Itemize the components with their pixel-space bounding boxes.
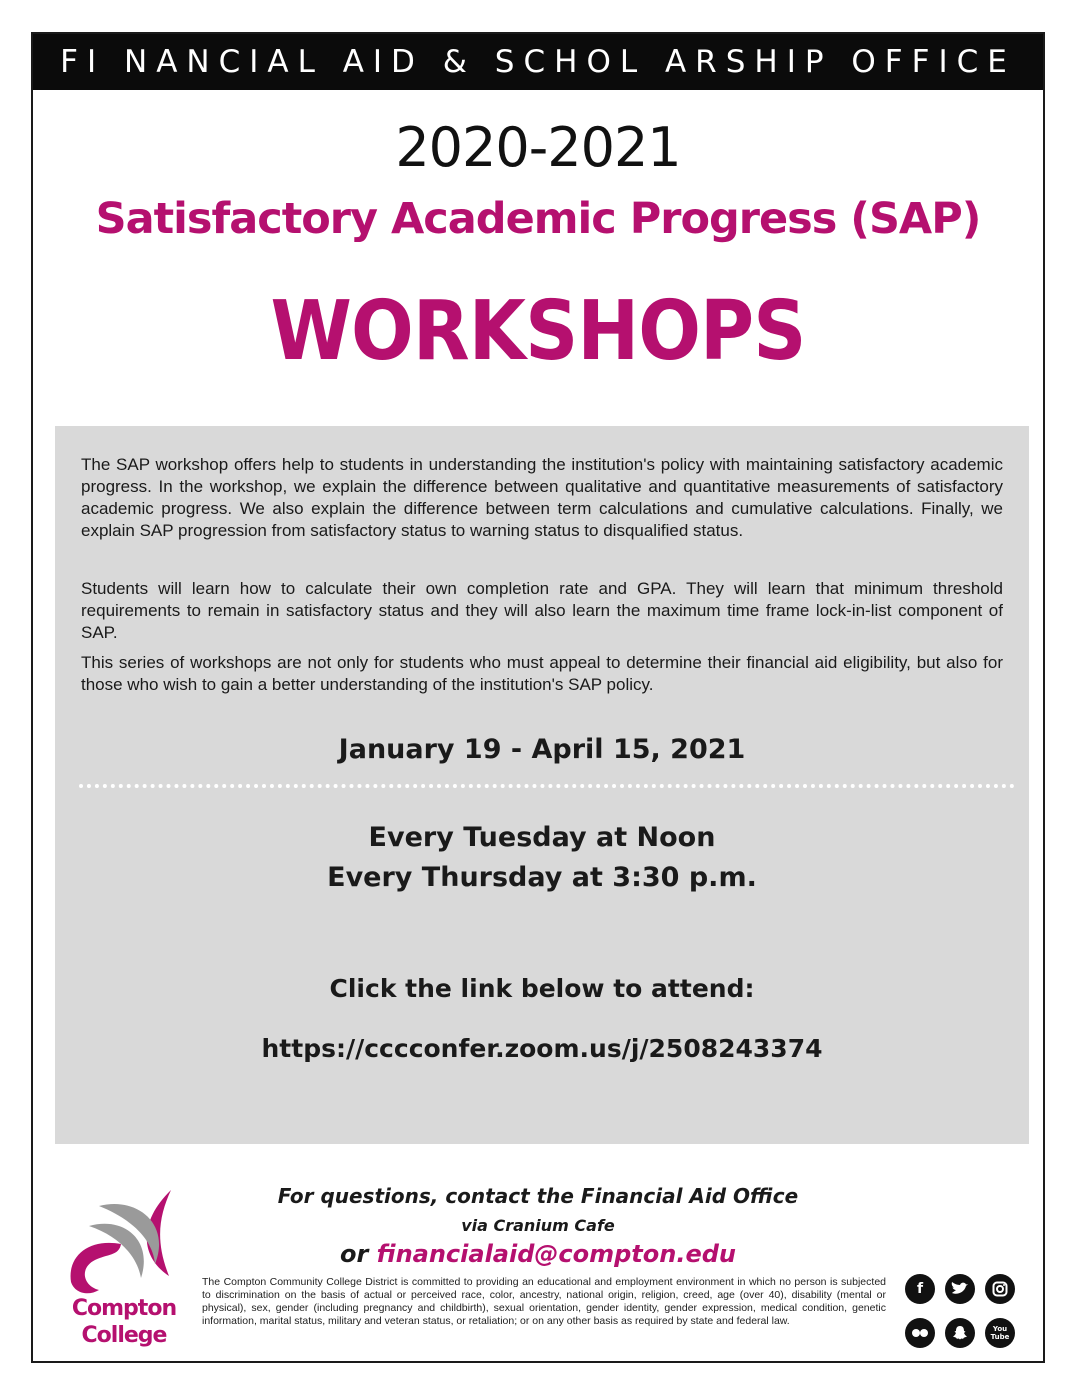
twitter-icon[interactable] [945, 1274, 975, 1304]
snapchat-icon[interactable] [945, 1318, 975, 1348]
info-panel [55, 426, 1029, 1144]
description-paragraph: Students will learn how to calculate their own completion rate and GPA. They will learn that minimum threshold requirements to remain in satisfactory status and they will also learn the maximum time frame lock-in-list component of SAP. [81, 579, 1003, 642]
contact-prompt: For questions, contact the Financial Aid Office [277, 1184, 799, 1208]
contact-channel: via Cranium Cafe [461, 1216, 615, 1235]
description-paragraph: The SAP workshop offers help to students in understanding the institution's policy with maintaining satisfactory academic progress. In the workshop, we explain the difference between qualitative and quantitative measurements of satisfactory academic progress. We also explain the difference between term calculations and cumulative calculations. Finally, we explain SAP progression from satisfactory status to warning status to disqualified status. [81, 455, 1003, 540]
email-line [33, 1240, 1043, 1268]
description-paragraph: This series of workshops are not only for students who must appeal to determine their financial aid eligibility, but also for those who wish to gain a better understanding of the institution's SAP policy. [81, 653, 1003, 694]
logo-line-college: College [81, 1323, 167, 1348]
zoom-link[interactable]: https://cccconfer.zoom.us/j/2508243374 [261, 1034, 823, 1063]
flyer [31, 32, 1045, 1363]
thursday-schedule: Every Thursday at 3:30 p.m. [327, 862, 757, 893]
flickr-icon[interactable] [905, 1318, 935, 1348]
academic-year: 2020-2021 [395, 116, 681, 179]
logo-line-compton: Compton [71, 1296, 177, 1321]
workshop-dates: January 19 - April 15, 2021 [338, 734, 746, 765]
email-link[interactable]: financialaid@compton.edu [376, 1240, 737, 1268]
facebook-icon[interactable]: f [905, 1274, 935, 1304]
tuesday-schedule: Every Tuesday at Noon [368, 822, 716, 853]
nondiscrimination-statement: The Compton Community College District is committed to providing an educational and employment environment in which no person is subjected to discrimination on the basis of actual or perceived race, color, ancestry, national origin, religion, creed, age (over 40), disability (mental or physical), sex, gender (including pregnancy and childbirth), sexual orientation, gender identity, gender expression, medical condition, genetic information, marital status, military and veteran status, or retaliation; or on any other basis as required by state and federal law. [202, 1276, 886, 1327]
program-title: Satisfactory Academic Progress (SAP) [95, 194, 981, 244]
or-text: or [339, 1240, 369, 1268]
youtube-icon[interactable] [985, 1318, 1015, 1348]
dotted-divider [79, 784, 1015, 788]
office-header [33, 34, 1043, 90]
office-name: FI NANCIAL AID & SCHOL ARSHIP OFFICE [60, 44, 1016, 80]
social-icons [903, 1270, 1023, 1370]
attend-prompt: Click the link below to attend: [329, 974, 755, 1003]
instagram-icon[interactable] [985, 1274, 1015, 1304]
youtube-label: You Tube [990, 1325, 1010, 1341]
college-logo [59, 1186, 189, 1351]
workshops-heading: WORKSHOPS [270, 284, 806, 379]
